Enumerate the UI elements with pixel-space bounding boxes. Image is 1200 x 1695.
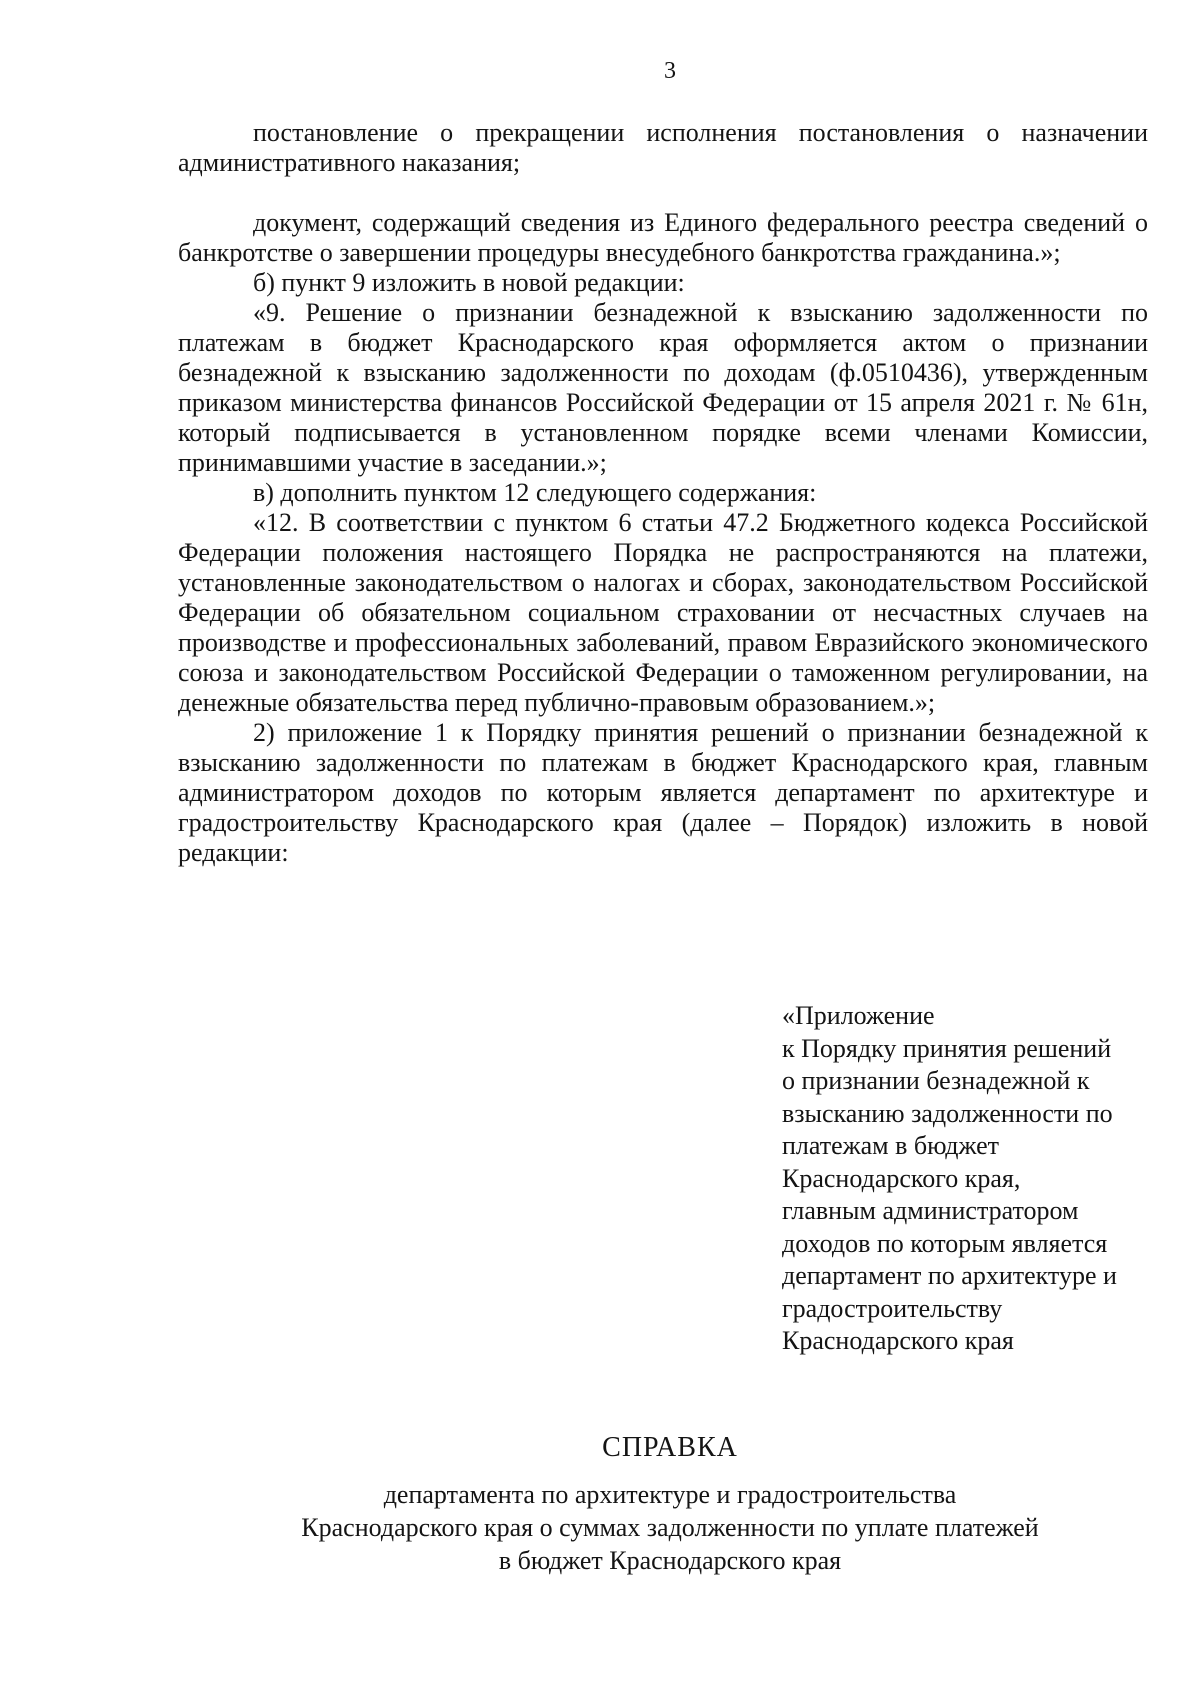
appendix-line: главным администратором bbox=[782, 1196, 1079, 1225]
paragraph-point-12: «12. В соответствии с пунктом 6 статьи 47.2 Бюджетного кодекса Российской Федерации положения настоящего Порядка не распространяются на платежи, установленные законодательством о налогах и сборах, законодательством Российской Федерации об обязательном социальном страховании от несчастных случаев на производстве и профессиональных заболеваний, правом Евразийского экономического союза и законодательством Российской Федерации о таможенном регулировании, на денежные обязательства перед публично-правовым образованием.»; bbox=[178, 508, 1148, 717]
appendix-line: градостроительству bbox=[782, 1293, 1003, 1323]
appendix-line: «Приложение bbox=[782, 1001, 935, 1030]
paragraph-item-b: б) пункт 9 изложить в новой редакции: bbox=[253, 268, 685, 297]
certificate-title: СПРАВКА bbox=[602, 1432, 738, 1463]
appendix-line: доходов по которым является bbox=[782, 1228, 1108, 1258]
paragraph-item-v: в) дополнить пунктом 12 следующего содержания: bbox=[253, 478, 817, 507]
appendix-line: платежам в бюджет bbox=[782, 1131, 999, 1160]
certificate-subtitle bbox=[0, 1478, 1200, 1577]
certificate-subtitle-line: Краснодарского края о суммах задолженности по уплате платежей bbox=[301, 1513, 1039, 1542]
certificate-subtitle-line: департамента по архитектуре и градостроительства bbox=[383, 1480, 957, 1509]
paragraph-termination-resolution: постановление о прекращении исполнения постановления о назначении административного наказания; bbox=[178, 118, 1148, 177]
body-text bbox=[178, 118, 1148, 868]
appendix-line: взысканию задолженности по bbox=[782, 1098, 1113, 1128]
appendix-line: департамент по архитектуре и bbox=[782, 1261, 1117, 1290]
page-number: 3 bbox=[664, 58, 676, 84]
appendix-heading bbox=[782, 1000, 1182, 1358]
certificate-subtitle-line: в бюджет Краснодарского края bbox=[498, 1546, 842, 1575]
appendix-line: к Порядку принятия решений bbox=[782, 1033, 1112, 1063]
appendix-line: Краснодарского края bbox=[782, 1326, 1014, 1355]
appendix-line: Краснодарского края, bbox=[782, 1163, 1021, 1193]
appendix-line: о признании безнадежной к bbox=[782, 1066, 1090, 1095]
paragraph-bankruptcy-register: документ, содержащий сведения из Единого федерального реестра сведений о банкротстве о завершении процедуры внесудебного банкротства гражданина.»; bbox=[178, 208, 1148, 267]
paragraph-item-2: 2) приложение 1 к Порядку принятия решений о признании безнадежной к взысканию задолженности по платежам в бюджет Краснодарского края, главным администратором доходов по которым является департамент по архитектуре и градостроительству Краснодарского края (далее – Порядок) изложить в новой редакции: bbox=[178, 718, 1148, 867]
paragraph-point-9: «9. Решение о признании безнадежной к взысканию задолженности по платежам в бюджет Краснодарского края оформляется актом о признании безнадежной к взысканию задолженности по доходам (ф.0510436), утвержденным приказом министерства финансов Российской Федерации от 15 апреля 2021 г. № 61н, который подписывается в установленном порядке всеми членами Комиссии, принимавшими участие в заседании.»; bbox=[178, 298, 1148, 477]
